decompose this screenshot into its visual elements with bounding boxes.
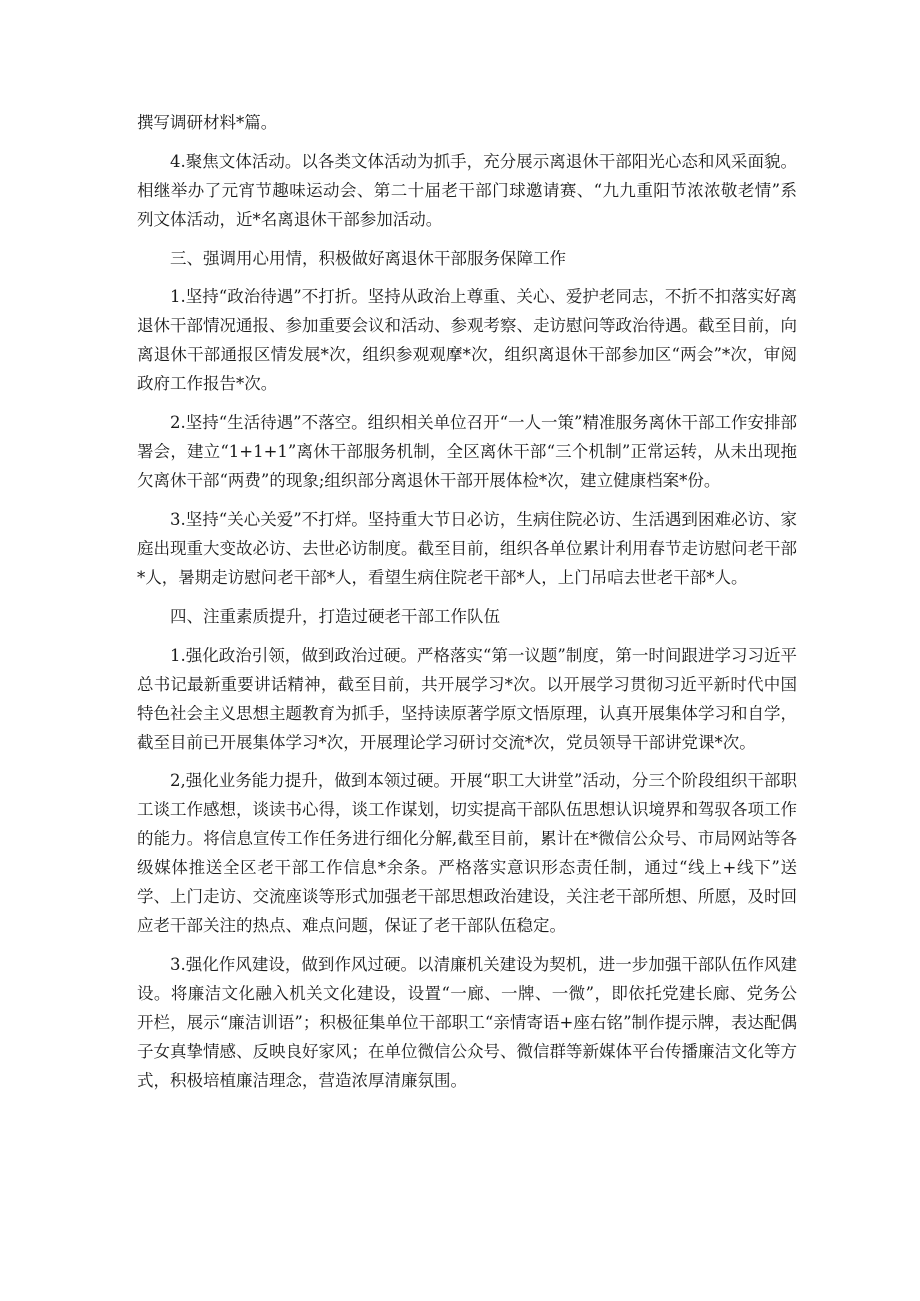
paragraph-work-style: 3.强化作风建设，做到作风过硬。以清廉机关建设为契机，进一步加强干部队伍作风建设。将廉洁文化融入机关文化建设，设置“一廊、一牌、一微”，即依托党建长廊、党务公开栏，展示“廉洁训语”；积极征集单位干部职工“亲情寄语+座右铭”制作提示牌，表达配偶子女真挚情感、反映良好家风；在单位微信公众号、微信群等新媒体平台传播廉洁文化等方式，积极培植廉洁理念，营造浓厚清廉氛围。 — [137, 955, 797, 1091]
paragraph-business-ability: 2,强化业务能力提升，做到本领过硬。开展“职工大讲堂”活动，分三个阶段组织干部职工谈工作感想，谈读书心得，谈工作谋划，切实提高干部队伍思想认识境界和驾驭各项工作的能力。将信息宣传工作任务进行细化分解,截至目前，累计在*微信公众号、市局网站等各级媒体推送全区老干部工作信息*余条。严格落实意识形态责任制，通过“线上+线下”送学、上门走访、交流座谈等形式加强老干部思想政治建设，关注老干部所想、所愿，及时回应老干部关注的热点、难点问题，保证了老干部队伍稳定。 — [137, 771, 797, 936]
paragraph-culture-sports: 4.聚焦文体活动。以各类文体活动为抓手，充分展示离退休干部阳光心态和风采面貌。相继举办了元宵节趣味运动会、第二十届老干部门球邀请赛、“九九重阳节浓浓敬老情”系列文体活动，近*名离退休干部参加活动。 — [137, 151, 797, 229]
document-page — [137, 108, 797, 1105]
paragraph-care: 3.坚持“关心关爱”不打烊。坚持重大节日必访，生病住院必访、生活遇到困难必访、家庭出现重大变故必访、去世必访制度。截至目前，组织各单位累计利用春节走访慰问老干部*人，暑期走访慰问老干部*人，看望生病住院老干部*人，上门吊唁去世老干部*人。 — [137, 509, 797, 587]
paragraph-political-treatment: 1.坚持“政治待遇”不打折。坚持从政治上尊重、关心、爱护老同志，不折不扣落实好离退休干部情况通报、参加重要会议和活动、参观考察、走访慰问等政治待遇。截至目前，向离退休干部通报区情发展*次，组织参观观摩*次，组织离退休干部参加区“两会”*次，审阅政府工作报告*次。 — [137, 287, 797, 394]
paragraph-living-treatment: 2.坚持“生活待遇”不落空。组织相关单位召开“一人一策”精准服务离休干部工作安排部署会，建立“1+1+1”离休干部服务机制，全区离休干部“三个机制”正常运转，从未出现拖欠离休干部“两费”的现象;组织部分离退休干部开展体检*次，建立健康档案*份。 — [137, 413, 797, 491]
section-heading-3: 三、强调用心用情，积极做好离退休干部服务保障工作 — [170, 248, 566, 268]
paragraph-political-guidance: 1.强化政治引领，做到政治过硬。严格落实“第一议题”制度，第一时间跟进学习习近平总书记最新重要讲话精神，截至目前，共开展学习*次。以开展学习贯彻习近平新时代中国特色社会主义思想主题教育为抓手，坚持读原著学原文悟原理，认真开展集体学习和自学，截至目前已开展集体学习*次，开展理论学习研讨交流*次，党员领导干部讲党课*次。 — [137, 645, 797, 752]
section-heading-4: 四、注重素质提升，打造过硬老干部工作队伍 — [170, 606, 500, 626]
paragraph-continuation: 撰写调研材料*篇。 — [137, 113, 278, 132]
